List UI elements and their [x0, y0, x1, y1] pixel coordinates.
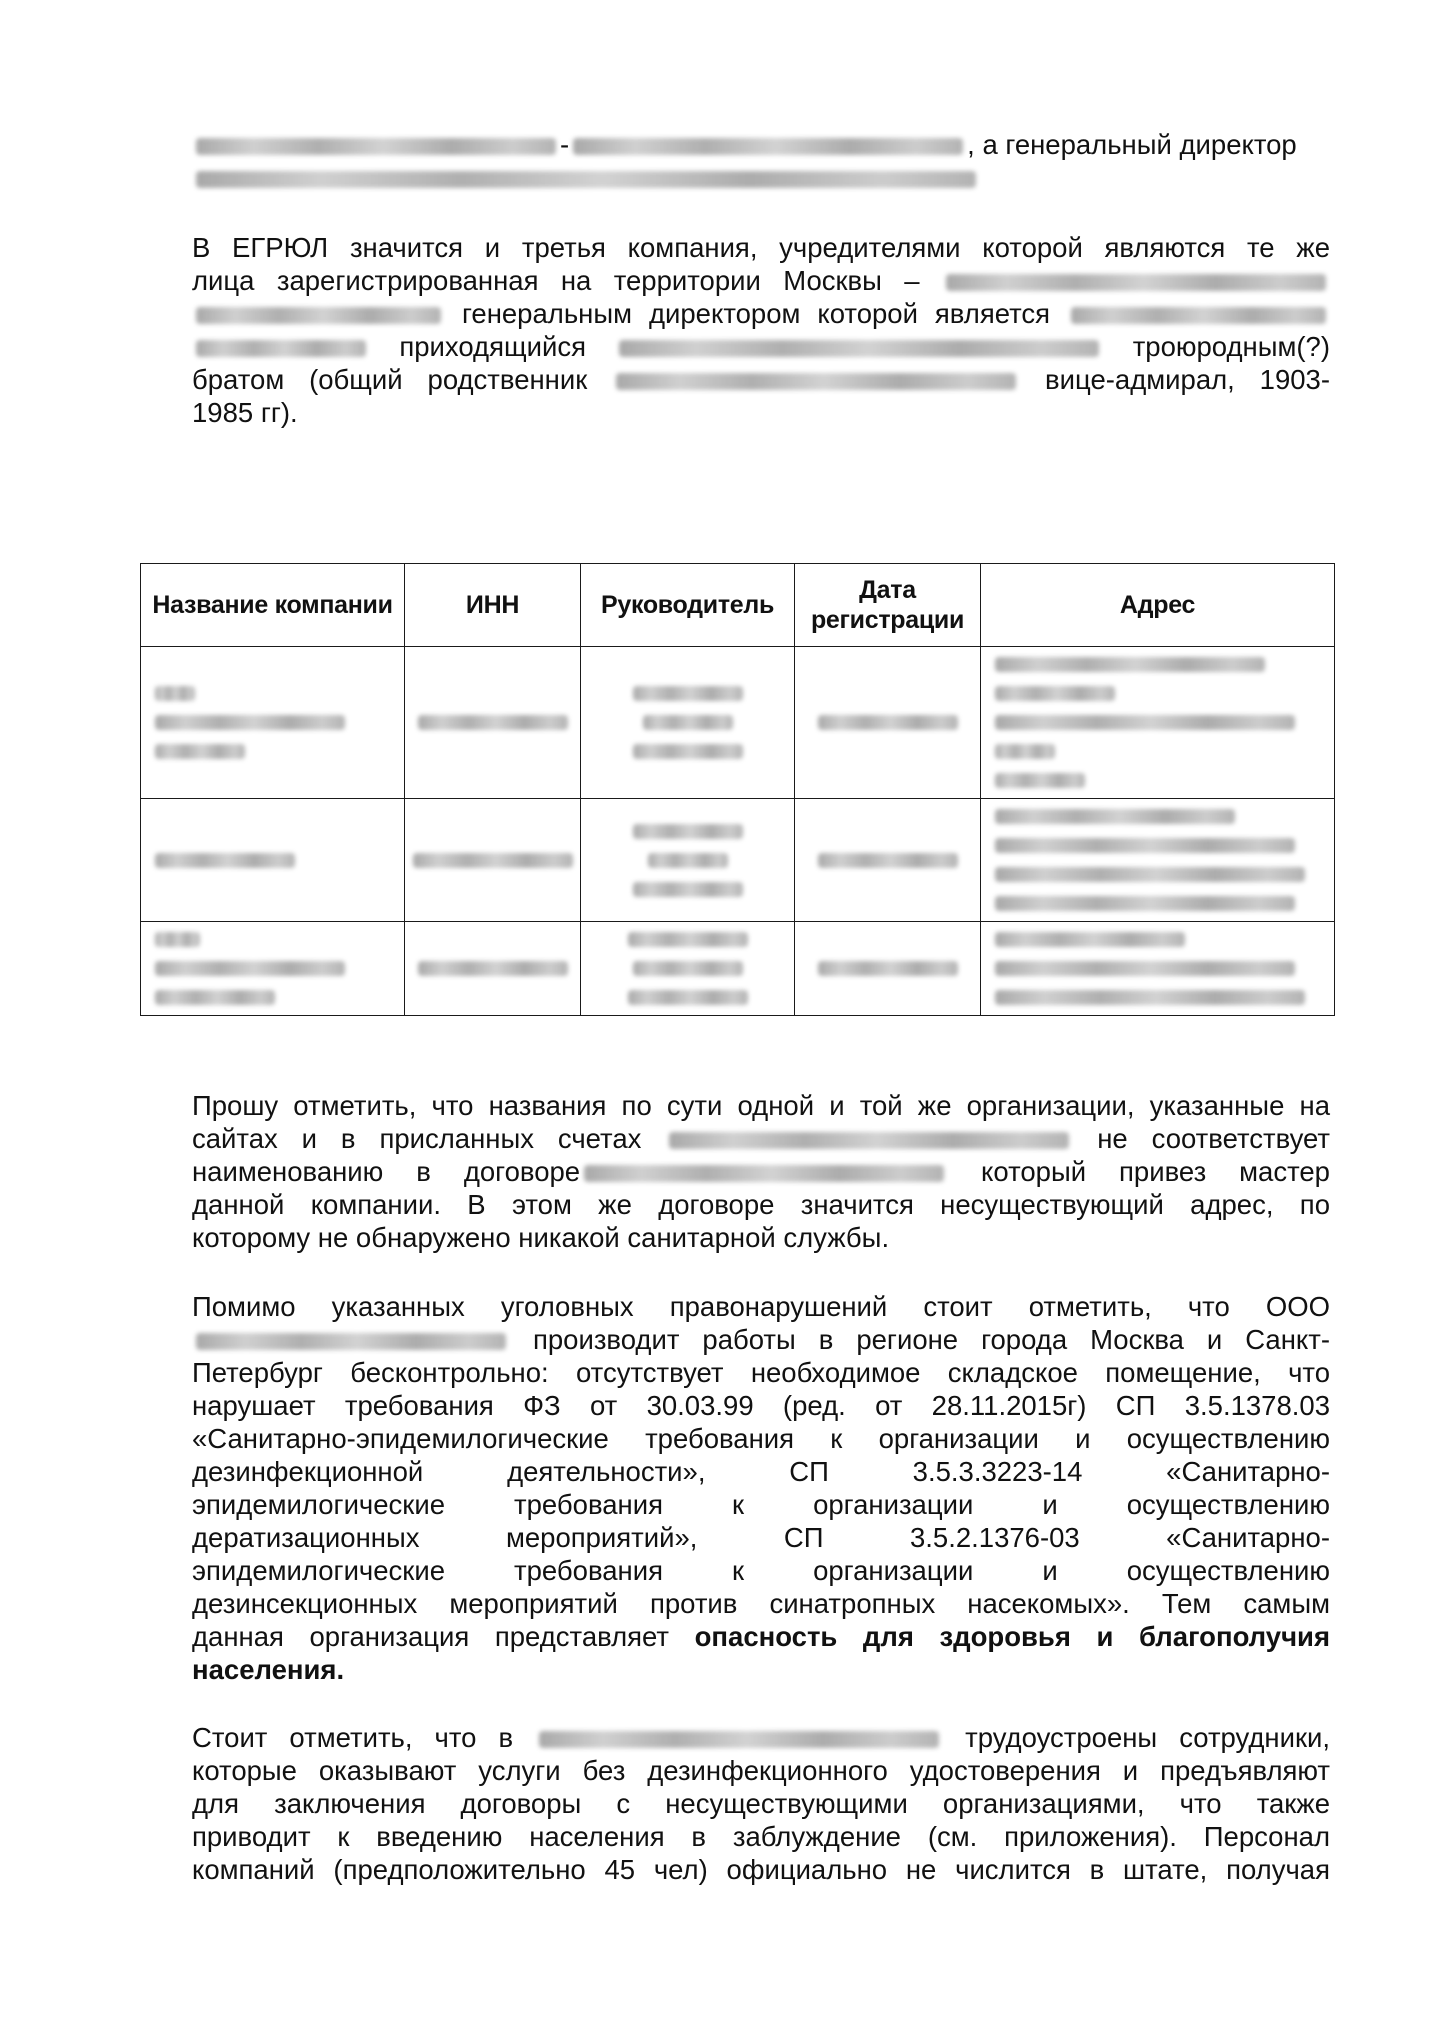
violations-line: нарушает требования ФЗ от 30.03.99 (ред. от 28.11.2015г) СП 3.5.1378.03 [192, 1390, 1330, 1421]
egrul-line: приходящийся [399, 331, 586, 362]
violations-line: производит работы в регионе города Москва и Санкт- [532, 1324, 1331, 1355]
cell-registration-date [795, 799, 981, 922]
redacted-text [539, 1731, 939, 1748]
violations-line: дезинсекционных мероприятий против синатропных насекомых». Тем самым [192, 1588, 1330, 1619]
note-line: сайтах и в присланных счетах [192, 1123, 642, 1154]
redacted-text [196, 307, 441, 324]
violations-line: Помимо указанных уголовных правонарушений стоит отметить, что ООО [192, 1291, 1330, 1322]
header-address: Адрес [981, 564, 1335, 647]
egrul-line: лица зарегистрированная на территории Москвы – [192, 265, 920, 296]
cell-registration-date [795, 922, 981, 1016]
header-inn: ИНН [405, 564, 581, 647]
staff-line: компаний (предположительно 45 чел) официально не числится в штате, получая [192, 1854, 1330, 1885]
staff-line: Стоит отметить, что в [192, 1722, 514, 1753]
egrul-line: 1985 гг). [192, 397, 298, 428]
cell-manager [581, 799, 795, 922]
redacted-text [573, 138, 963, 155]
note-line: наименованию в договоре [192, 1156, 581, 1187]
violations-line: данная организация представляет [192, 1621, 670, 1652]
cell-manager [581, 922, 795, 1016]
staff-line: трудоустроены сотрудники, [965, 1722, 1331, 1753]
staff-paragraph [192, 1721, 1330, 1886]
egrul-line: вице-адмирал, 1903- [1045, 364, 1331, 395]
companies-table [140, 563, 1335, 1016]
violations-line: Петербург бесконтрольно: отсутствует необходимое складское помещение, что [192, 1357, 1330, 1388]
redacted-text [946, 274, 1326, 291]
cell-inn [405, 922, 581, 1016]
redacted-text [619, 340, 1099, 357]
cell-manager [581, 647, 795, 799]
cell-address [981, 799, 1335, 922]
note-paragraph [192, 1089, 1330, 1254]
egrul-line: генеральным директором которой является [461, 298, 1051, 329]
redacted-text [196, 1333, 506, 1350]
note-line: Прошу отметить, что названия по сути одной и той же организации, указанные на [192, 1090, 1330, 1121]
note-line: которому не обнаружено никакой санитарной службы. [192, 1222, 890, 1253]
violations-line: эпидемилогические требования к организации и осуществлению [192, 1555, 1330, 1586]
staff-line: которые оказывают услуги без дезинфекционного удостоверения и предъявляют [192, 1755, 1330, 1786]
cell-company-name [141, 647, 405, 799]
danger-emphasis: населения. [192, 1654, 345, 1685]
violations-line: эпидемилогические требования к организации и осуществлению [192, 1489, 1330, 1520]
table-row [141, 647, 1335, 799]
note-line: который привез мастер [981, 1156, 1330, 1187]
violations-line: дератизационных мероприятий», СП 3.5.2.1376-03 «Санитарно- [192, 1522, 1330, 1553]
egrul-line: В ЕГРЮЛ значится и третья компания, учредителями которой являются те же [192, 232, 1330, 263]
redacted-text [196, 340, 366, 357]
cell-company-name [141, 922, 405, 1016]
intro-text: , а генеральный директор [967, 129, 1297, 160]
redacted-text [1071, 307, 1326, 324]
intro-dash: - [560, 129, 570, 160]
violations-line: «Санитарно-эпидемилогические требования к организации и осуществлению [192, 1423, 1330, 1454]
staff-line: приводит к введению населения в заблуждение (см. приложения). Персонал [192, 1821, 1330, 1852]
egrul-paragraph [192, 231, 1330, 429]
cell-inn [405, 647, 581, 799]
cell-address [981, 647, 1335, 799]
table-row [141, 922, 1335, 1016]
cell-inn [405, 799, 581, 922]
egrul-line: братом (общий родственник [192, 364, 588, 395]
violations-paragraph [192, 1290, 1330, 1686]
header-company-name: Название компании [141, 564, 405, 647]
staff-line: для заключения договоры с несуществующими организациями, что также [192, 1788, 1330, 1819]
table-header-row [141, 564, 1335, 647]
cell-registration-date [795, 647, 981, 799]
redacted-text [669, 1132, 1069, 1149]
header-registration-date: Дата регистрации [795, 564, 981, 647]
redacted-text [196, 138, 556, 155]
danger-emphasis: опасность для здоровья и благополучия [694, 1621, 1330, 1652]
cell-address [981, 922, 1335, 1016]
cell-company-name [141, 799, 405, 922]
redacted-text [616, 373, 1016, 390]
note-line: не соответствует [1097, 1123, 1331, 1154]
note-line: данной компании. В этом же договоре значится несуществующий адрес, по [192, 1189, 1330, 1220]
header-manager: Руководитель [581, 564, 795, 647]
violations-line: дезинфекционной деятельности», СП 3.5.3.3223-14 «Санитарно- [192, 1456, 1330, 1487]
redacted-text [584, 1165, 944, 1182]
table-row [141, 799, 1335, 922]
egrul-line: троюродным(?) [1132, 331, 1330, 362]
intro-paragraph [192, 128, 1330, 194]
redacted-text [196, 171, 976, 188]
